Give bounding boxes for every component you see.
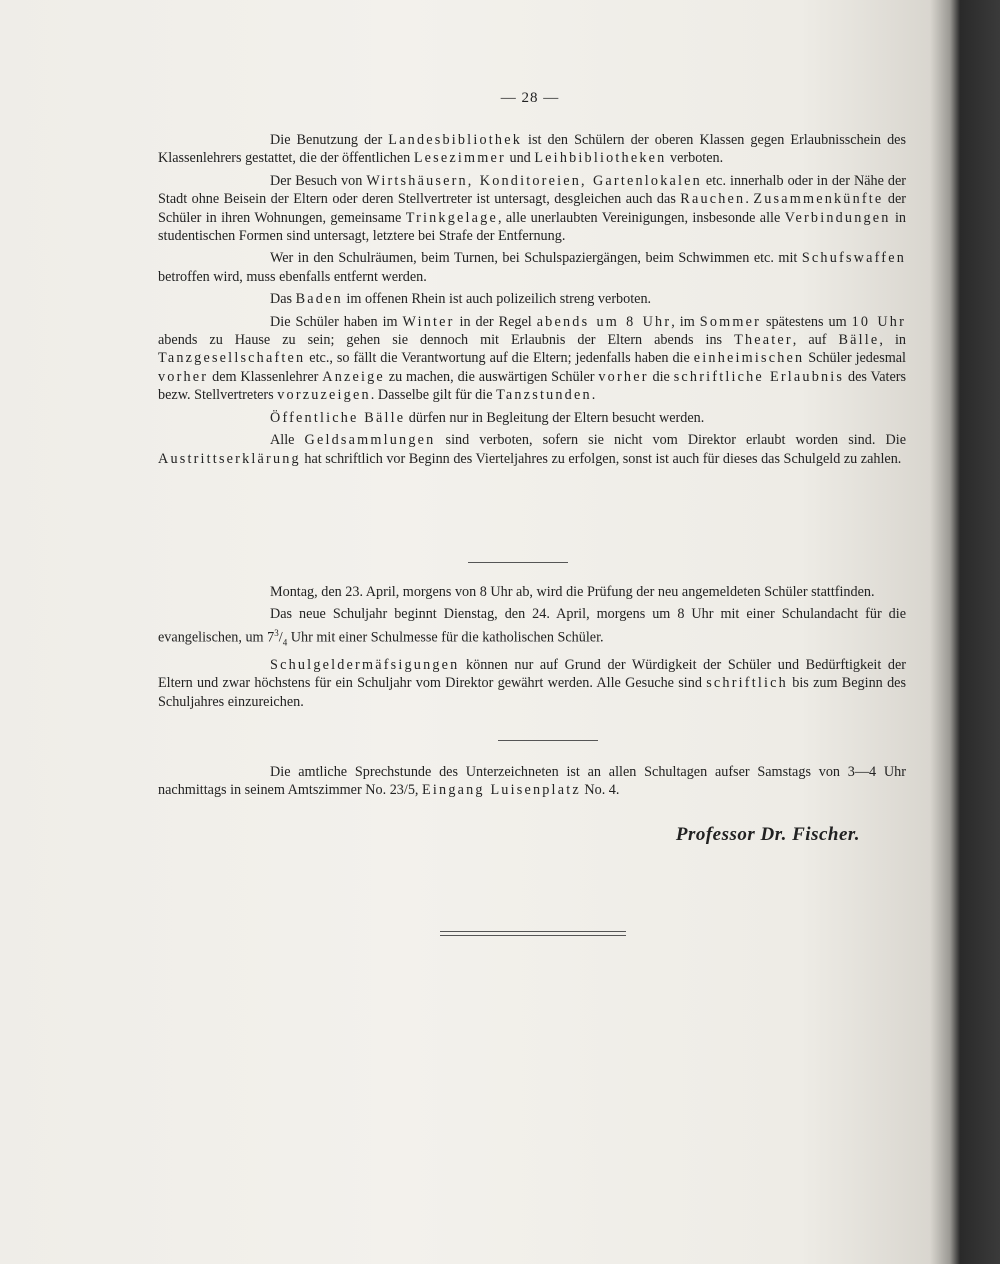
spaced-term: Tanzstunden bbox=[496, 387, 592, 404]
text-run: , im bbox=[671, 313, 700, 330]
spaced-term: Baden bbox=[295, 291, 343, 308]
text-run: , in bbox=[879, 332, 906, 349]
spaced-term: Trinkgelage bbox=[405, 209, 498, 226]
spaced-term: einheimischen bbox=[693, 350, 805, 367]
spaced-term: Winter bbox=[402, 313, 455, 330]
spaced-term: schriftliche Erlaubnis bbox=[673, 368, 845, 385]
spaced-term: Schufswaffen bbox=[801, 250, 906, 267]
spaced-term: Landesbibliothek bbox=[388, 132, 522, 148]
school-year-section bbox=[158, 583, 906, 711]
spaced-term: 10 Uhr bbox=[851, 313, 907, 330]
section-divider bbox=[498, 740, 598, 741]
text-run: etc. innerhalb oder in der Nähe der Stadt ohne Beisein der Eltern oder deren Stellvertreter ist untersagt, desgleichen auch das bbox=[158, 172, 906, 208]
text-run: Der Besuch von bbox=[270, 172, 367, 189]
paragraph-office-hours bbox=[158, 763, 906, 800]
rules-section bbox=[158, 131, 906, 468]
spaced-term: vorzuzeigen bbox=[277, 387, 371, 404]
closing-rule bbox=[440, 935, 626, 936]
spaced-term: vorher bbox=[598, 368, 649, 385]
text-run: zu machen, die auswärtigen Schüler bbox=[384, 368, 599, 385]
paragraph-taverns bbox=[158, 172, 906, 246]
text-run: Wer in den Schulräumen, beim Turnen, bei Schulspaziergängen, beim Schwimmen etc. mit bbox=[270, 250, 802, 267]
spaced-term: abends um 8 Uhr bbox=[536, 313, 672, 330]
paragraph-collections bbox=[158, 431, 906, 468]
text-run: . bbox=[591, 387, 596, 404]
text-run: verboten. bbox=[666, 150, 724, 167]
closing-rule bbox=[440, 931, 626, 932]
text-run: dürfen nur in Begleitung der Eltern besucht werden. bbox=[405, 409, 705, 426]
paragraph-bathing bbox=[158, 290, 906, 308]
paragraph-balls bbox=[158, 409, 906, 427]
spaced-term: Bälle bbox=[838, 332, 880, 349]
section-divider bbox=[468, 562, 568, 563]
text-run: ist den Schülern der oberen Klassen gegen Erlaubnisschein des Klassenlehrers gestattet, die der öffentlichen bbox=[158, 132, 906, 167]
spaced-term: Leihbibliotheken bbox=[534, 150, 667, 167]
spaced-term: Tanzgesellschaften bbox=[158, 350, 306, 367]
text-run: im offenen Rhein ist auch polizeilich streng verboten. bbox=[342, 291, 652, 308]
text-run: sind verboten, sofern sie nicht vom Direktor erlaubt worden sind. Die bbox=[435, 432, 906, 449]
paragraph-curfew bbox=[158, 313, 906, 405]
paragraph-exam: Montag, den 23. April, morgens von 8 Uhr ab, wird die Prüfung der neu angemeldeten Schüler stattfinden. bbox=[270, 584, 875, 600]
text-run: die bbox=[648, 368, 674, 385]
spaced-term: Schulgeldermäfsigungen bbox=[270, 656, 460, 673]
spaced-term: Lesezimmer bbox=[413, 150, 506, 167]
spaced-term: Wirtshäusern, Konditoreien, Gartenlokalen bbox=[366, 172, 702, 189]
text-run: spätestens um bbox=[761, 313, 852, 330]
text-run: Schüler jedesmal bbox=[804, 350, 906, 367]
spaced-term: schriftlich bbox=[706, 675, 788, 692]
text-run: Uhr mit einer Schulmesse für die katholischen Schüler. bbox=[287, 629, 604, 646]
spaced-term: Anzeige bbox=[322, 368, 385, 385]
spaced-term: Eingang Luisenplatz bbox=[422, 782, 581, 799]
page-number: — 28 — bbox=[500, 90, 560, 106]
text-run: , auf bbox=[792, 332, 839, 349]
spaced-term: Geldsammlungen bbox=[304, 432, 436, 449]
text-run: etc., so fällt die Verantwortung auf die Eltern; jedenfalls haben die bbox=[305, 350, 694, 367]
text-run: des Vaters bezw. Stellvertreters bbox=[158, 368, 906, 404]
text-run: abends zu Hause zu sein; gehen sie dennoch mit Erlaubnis der Eltern abends ins bbox=[158, 332, 735, 349]
spaced-term: Zusammenkünfte bbox=[753, 191, 884, 208]
text-run: . Dasselbe gilt für die bbox=[370, 387, 497, 404]
spaced-term: Öffentliche Bälle bbox=[270, 409, 406, 426]
fraction-numerator: 3 bbox=[274, 627, 279, 638]
text-run: hat schriftlich vor Beginn des Vierteljahres zu erfolgen, sonst ist auch für dieses das Schulgeld zu zahlen. bbox=[300, 450, 902, 467]
spaced-term: Verbindungen bbox=[784, 209, 891, 226]
paragraph-weapons bbox=[158, 249, 906, 286]
spaced-term: Rauchen bbox=[680, 191, 746, 208]
text-run: Das bbox=[270, 291, 296, 308]
fraction-denominator: 4 bbox=[282, 637, 288, 648]
text-run: , alle unerlaubten Vereinigungen, insbesonde alle bbox=[497, 209, 785, 226]
text-run: dem Klassenlehrer bbox=[208, 368, 323, 385]
office-hours-section bbox=[158, 763, 906, 800]
text-run: in studentischen Formen sind untersagt, letztere bei Strafe der Entfernung. bbox=[158, 209, 906, 245]
spaced-term: vorher bbox=[158, 368, 209, 385]
text-run: bis zum Beginn des Schuljahres einzureichen. bbox=[158, 675, 906, 710]
spaced-term: Austrittserklärung bbox=[158, 450, 301, 467]
text-run: der Schüler in ihren Wohnungen, gemeinsame bbox=[158, 191, 907, 226]
spaced-term: Sommer bbox=[699, 313, 762, 330]
text-run: in der Regel bbox=[454, 313, 537, 330]
text-run: Alle bbox=[270, 432, 305, 449]
signature: Professor Dr. Fischer. bbox=[675, 824, 860, 845]
paragraph-fee-reduction bbox=[158, 656, 906, 711]
paragraph-library bbox=[158, 131, 906, 168]
paragraph-school-start: Das neue Schuljahr beginnt Dienstag, den 24. April, morgens um 8 Uhr mit einer Schulandacht für die evangelischen, um $7^3/_4$ Uhr mit einer Schulmesse für die katholischen Schüler. bbox=[158, 606, 906, 648]
spaced-term: Theater bbox=[734, 332, 793, 349]
text-run: können nur auf Grund der Würdigkeit der Schüler und Bedürftigkeit der Eltern und zwar höchstens für ein Schuljahr vom Direktor gewährt werden. Alle Gesuche sind bbox=[158, 656, 906, 692]
text-run: Das neue Schuljahr beginnt Dienstag, den 24. April, morgens um 8 Uhr mit einer Schulandacht für die evangelischen, um 7 bbox=[158, 606, 906, 646]
text-run: Die amtliche Sprechstunde des Unterzeichneten ist an allen Schultagen aufser Samstags von 3—4 Uhr nachmittags in seinem Amtszimmer No. 23/5, bbox=[158, 764, 906, 799]
text-run: Die Schüler haben im bbox=[270, 313, 403, 330]
text-run: Die Benutzung der bbox=[270, 132, 389, 148]
text-run: betroffen wird, muss ebenfalls entfernt werden. bbox=[158, 268, 427, 285]
text-run: No. 4. bbox=[580, 782, 620, 799]
text-run: . bbox=[745, 191, 754, 208]
text-run: und bbox=[505, 150, 535, 167]
